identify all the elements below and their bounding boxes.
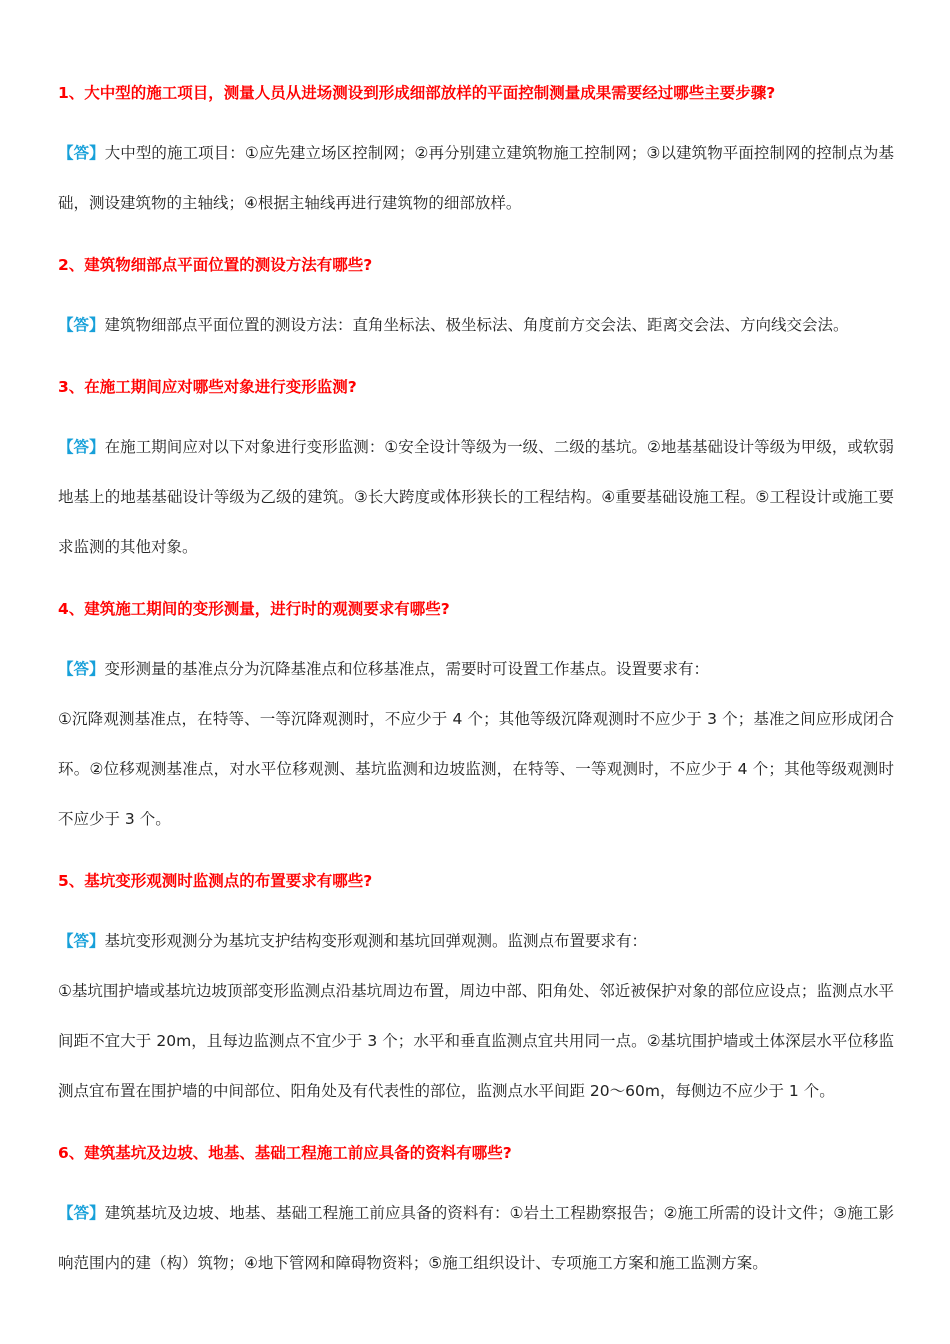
answer-2-text: 建筑物细部点平面位置的测设方法：直角坐标法、极坐标法、角度前方交会法、距离交会法、方向线交会法。 [104, 316, 849, 334]
answer-6 [58, 1188, 894, 1288]
answer-tag: 【答】 [58, 932, 105, 950]
answer-5-detail: ①基坑围护墙或基坑边坡顶部变形监测点沿基坑周边布置，周边中部、阳角处、邻近被保护对象的部位应设点；监测点水平间距不宜大于 20m，且每边监测点不宜少于 3 个；水平和垂直监测点宜共用同一点。②基坑围护墙或土体深层水平位移监测点宜布置在围护墙的中间部位、阳角处及有代表性的部位，监测点水平间距 20～60m，每侧边不应少于 1 个。 [58, 982, 894, 1100]
answer-3 [58, 422, 894, 572]
question-6: 6、建筑基坑及边坡、地基、基础工程施工前应具备的资料有哪些? [58, 1144, 512, 1162]
question-4: 4、建筑施工期间的变形测量，进行时的观测要求有哪些? [58, 600, 450, 618]
answer-4-detail: ①沉降观测基准点，在特等、一等沉降观测时，不应少于 4 个；其他等级沉降观测时不应少于 3 个；基准之间应形成闭合环。②位移观测基准点，对水平位移观测、基坑监测和边坡监测，在特等、一等观测时，不应少于 4 个；其他等级观测时不应少于 3 个。 [58, 710, 894, 828]
answer-tag: 【答】 [58, 438, 105, 456]
document-page [58, 78, 894, 1310]
question-1: 1、大中型的施工项目，测量人员从进场测设到形成细部放样的平面控制测量成果需要经过哪些主要步骤? [58, 84, 776, 102]
answer-6-text: 建筑基坑及边坡、地基、基础工程施工前应具备的资料有：①岩土工程勘察报告；②施工所需的设计文件；③施工影响范围内的建（构）筑物；④地下管网和障碍物资料；⑤施工组织设计、专项施工方案和施工监测方案。 [58, 1204, 894, 1272]
qa-item-4 [58, 594, 894, 844]
answer-5 [58, 916, 894, 966]
qa-item-2 [58, 250, 894, 350]
qa-item-3 [58, 372, 894, 572]
answer-tag: 【答】 [58, 144, 105, 162]
answer-tag: 【答】 [58, 660, 105, 678]
question-5: 5、基坑变形观测时监测点的布置要求有哪些? [58, 872, 373, 890]
qa-item-1 [58, 78, 894, 228]
answer-2 [58, 300, 894, 350]
question-3: 3、在施工期间应对哪些对象进行变形监测? [58, 378, 357, 396]
qa-item-5 [58, 866, 894, 1116]
answer-1 [58, 128, 894, 228]
answer-4-text: 变形测量的基准点分为沉降基准点和位移基准点，需要时可设置工作基点。设置要求有： [104, 660, 710, 678]
question-2: 2、建筑物细部点平面位置的测设方法有哪些? [58, 256, 373, 274]
qa-item-6 [58, 1138, 894, 1288]
answer-5-text: 基坑变形观测分为基坑支护结构变形观测和基坑回弹观测。监测点布置要求有： [104, 932, 648, 950]
answer-4 [58, 644, 894, 694]
answer-tag: 【答】 [58, 1204, 105, 1222]
answer-1-text: 大中型的施工项目：①应先建立场区控制网；②再分别建立建筑物施工控制网；③以建筑物平面控制网的控制点为基础，测设建筑物的主轴线；④根据主轴线再进行建筑物的细部放样。 [58, 144, 894, 212]
answer-tag: 【答】 [58, 316, 105, 334]
answer-3-text: 在施工期间应对以下对象进行变形监测：①安全设计等级为一级、二级的基坑。②地基基础设计等级为甲级，或软弱地基上的地基基础设计等级为乙级的建筑。③长大跨度或体形狭长的工程结构。④重要基础设施工程。⑤工程设计或施工要求监测的其他对象。 [58, 438, 894, 556]
